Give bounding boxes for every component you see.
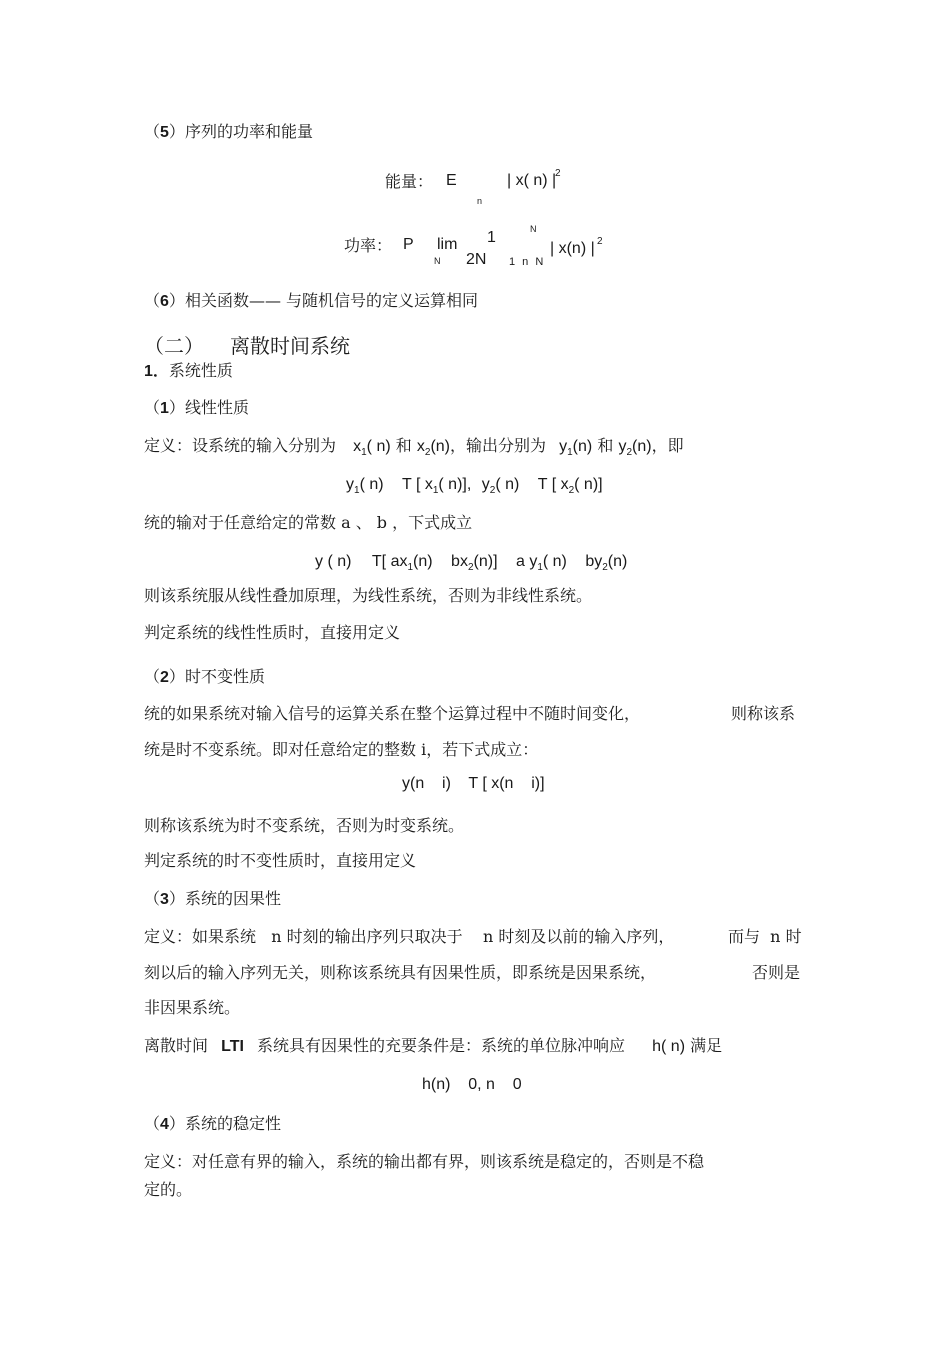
paragraph-time-invariant-1: 统的如果系统对输入信号的运算关系在整个运算过程中不随时间变化， [144, 704, 641, 723]
equation-causal-condition: h(n) 0, n 0 [422, 1076, 522, 1093]
equation-time-invariance: y(n i) T [ x(n i)] [402, 775, 545, 792]
paragraph-stability-1: 定义：对任意有界的输入，系统的输出都有界，则该系统是稳定的，否则是不稳 [144, 1152, 705, 1171]
paragraph-causality-2: 刻以后的输入序列无关，则称该系统具有因果性质，即系统是因果系统， [144, 963, 657, 982]
paragraph-linear-judge: 判定系统的线性性质时，直接用定义 [144, 623, 401, 642]
paragraph-time-invariant-4: 判定系统的时不变性质时，直接用定义 [144, 851, 417, 870]
paragraph-stability-2: 定的。 [144, 1180, 193, 1199]
paragraph-causality-1-end: 而与 n 时 [728, 927, 802, 946]
property-heading-3: （3）系统的因果性 [144, 889, 281, 908]
paragraph-constants: 统的输对于任意给定的常数 a 、 b ，下式成立 [144, 513, 473, 532]
paragraph-causality-2-end: 否则是 [752, 963, 801, 982]
paragraph-time-invariant-1-end: 则称该系 [731, 704, 796, 723]
paragraph-causality-lti: 离散时间 LTI 系统具有因果性的充要条件是：系统的单位脉冲响应 h( n) 满足 [144, 1036, 723, 1055]
paragraph-time-invariant-2: 统是时不变系统。即对任意给定的整数 i，若下式成立： [144, 740, 539, 759]
subsection-heading-1: 1．系统性质 [144, 361, 233, 380]
equation-linearity-inputs: $y_1$( n) T [ $x_1$( n)], $y_2$( n) T [ $x_2$( n)] [346, 476, 603, 497]
paragraph-causality-1: 定义：如果系统 n 时刻的输出序列只取决于 n 时刻及以前的输入序列， [144, 927, 675, 946]
section-heading-6: （6）相关函数—— 与随机信号的定义运算相同 [144, 291, 479, 310]
chapter-heading: （二） 离散时间系统 [144, 334, 350, 358]
linearity-definition: 定义：设系统的输入分别为 $x_1$( n) 和 $x_2(n)$，输出分别为 $y_1(n)$ 和 $y_2(n)$，即 [144, 436, 684, 459]
paragraph-linear-result: 则该系统服从线性叠加原理，为线性系统，否则为非线性系统。 [144, 586, 593, 605]
section-heading-5: （5）序列的功率和能量 [144, 122, 313, 141]
paragraph-causality-3: 非因果系统。 [144, 998, 241, 1017]
property-heading-4: （4）系统的稳定性 [144, 1114, 281, 1133]
property-heading-2: （2）时不变性质 [144, 667, 265, 686]
property-heading-1: （1）线性性质 [144, 398, 249, 417]
equation-superposition: y ( n) T[ $ax_1(n)$ $bx_2(n)$] a $y_1$( n) $by_2(n)$ [315, 553, 628, 574]
paragraph-time-invariant-3: 则称该系统为时不变系统，否则为时变系统。 [144, 816, 465, 835]
